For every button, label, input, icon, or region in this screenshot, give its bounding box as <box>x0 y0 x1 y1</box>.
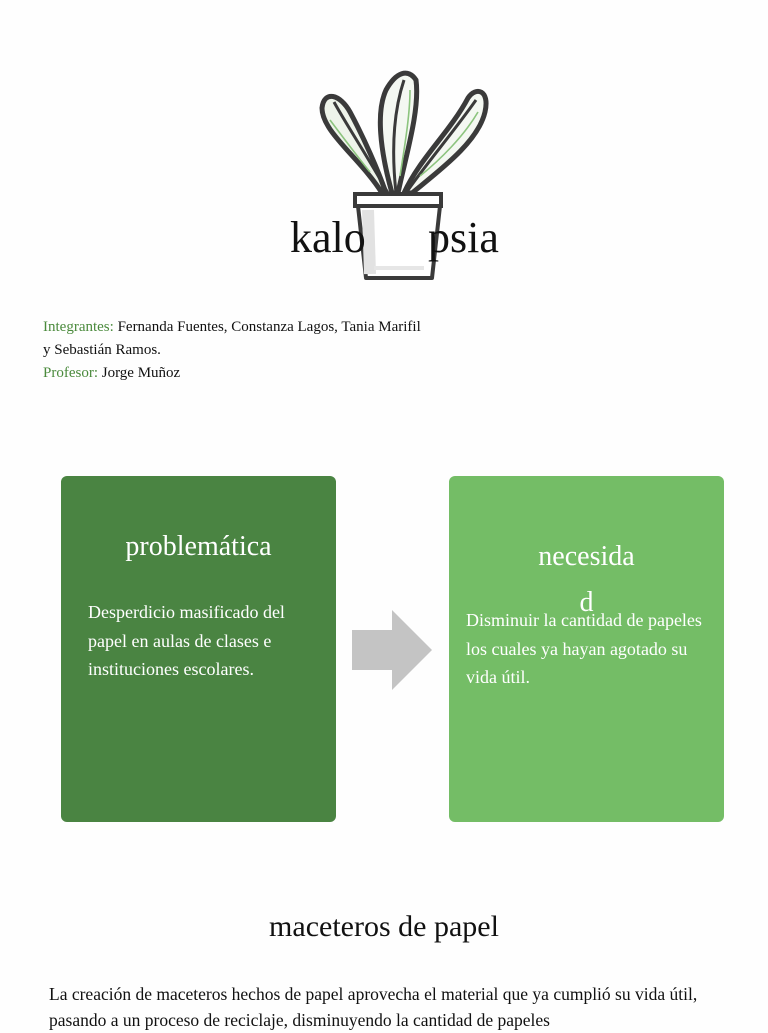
members-names-continued: y Sebastián Ramos. <box>43 342 161 358</box>
need-title-line1: necesida <box>538 541 635 572</box>
members-label: Integrantes: <box>43 319 114 335</box>
brand-text-right: psia <box>428 213 499 262</box>
brand-text-left: kalo <box>290 213 366 262</box>
section-title: maceteros de papel <box>269 910 499 943</box>
teacher-line <box>43 362 483 385</box>
teacher-label: Profesor: <box>43 365 98 381</box>
right-arrow-icon <box>352 610 432 690</box>
members-names: Fernanda Fuentes, Constanza Lagos, Tania Marifil <box>117 319 421 335</box>
need-text: Disminuir la cantidad de papeles los cuales ya hayan agotado su vida útil. <box>466 610 702 687</box>
need-title-line2: d <box>579 587 594 618</box>
need-box <box>449 476 724 822</box>
teacher-name: Jorge Muñoz <box>101 365 181 381</box>
problem-text: Desperdicio masificado del papel en aulas de clases e instituciones escolares. <box>88 602 285 679</box>
members-line <box>43 316 483 339</box>
problem-title: problemática <box>125 531 272 562</box>
problem-box <box>61 476 336 822</box>
section-paragraph: La creación de maceteros hechos de papel aprovecha el material que ya cumplió su vida útil, pasando a un proceso de reciclaje, disminuyendo la cantidad de papeles <box>49 984 698 1030</box>
credits-block <box>43 316 483 385</box>
